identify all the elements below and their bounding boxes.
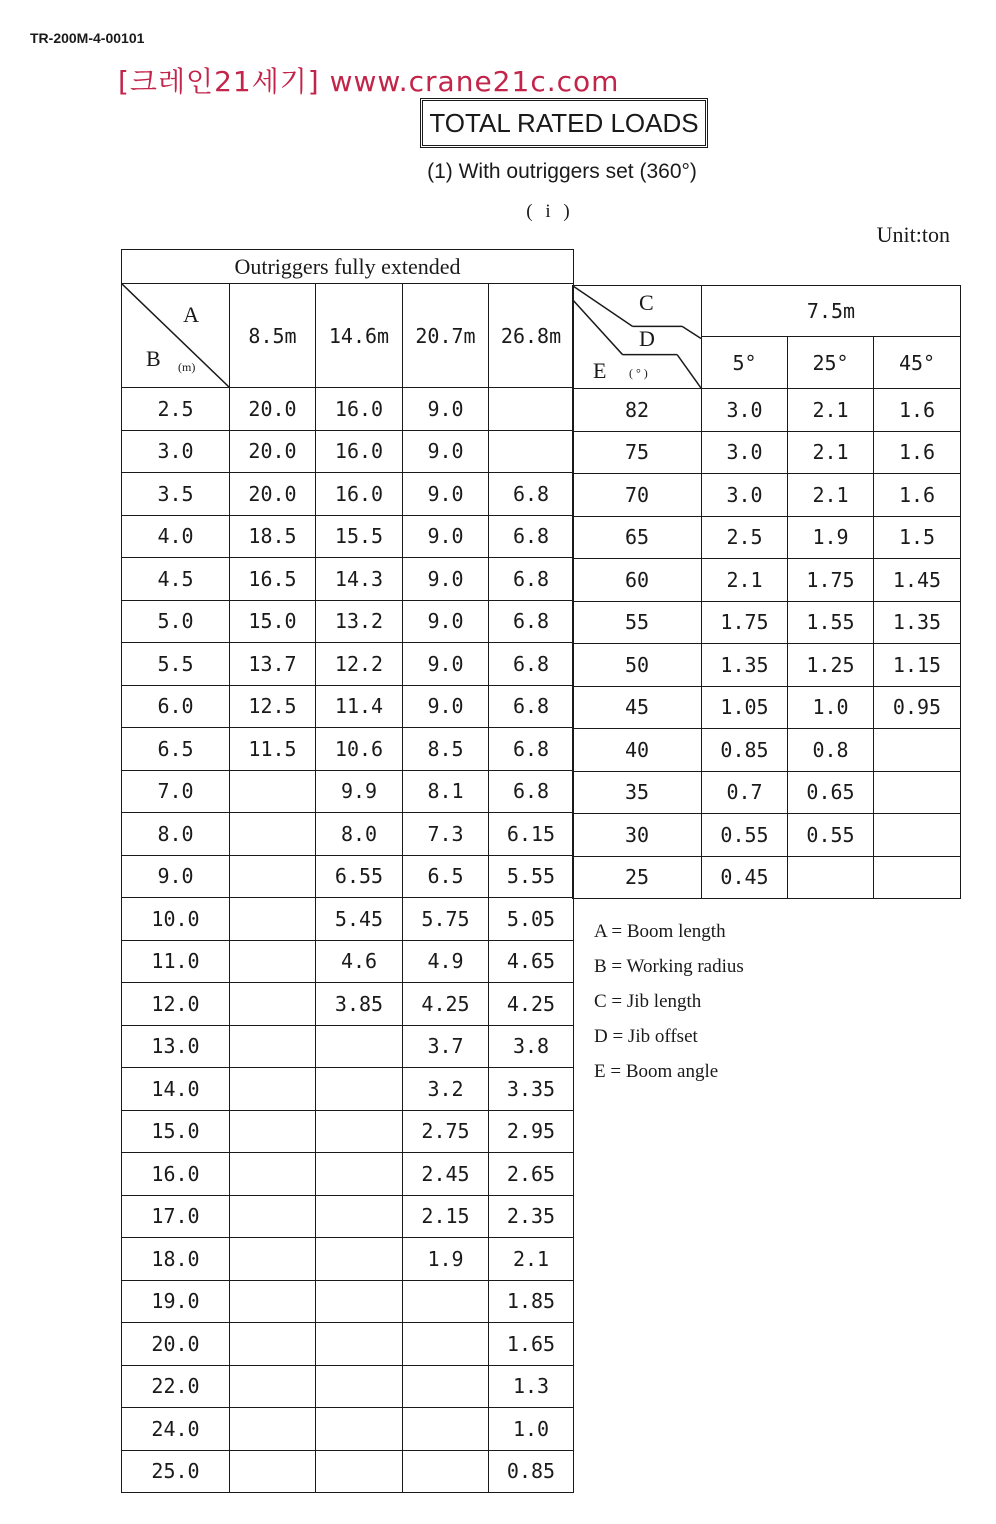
boom-header-row	[122, 284, 574, 388]
load-cell-key: 16.0	[122, 1153, 230, 1196]
load-cell	[230, 1238, 316, 1281]
load-cell: 16.0	[316, 473, 403, 516]
load-cell-key: 22.0	[122, 1365, 230, 1408]
label-c: C	[639, 290, 654, 315]
load-cell: 7.3	[403, 813, 489, 856]
load-cell-key: 4.0	[122, 515, 230, 558]
load-cell: 9.0	[403, 515, 489, 558]
load-cell	[316, 1365, 403, 1408]
table-row	[573, 601, 961, 644]
load-cell: 10.6	[316, 728, 403, 771]
load-cell	[316, 1280, 403, 1323]
jib-load-cell: 1.35	[702, 644, 788, 687]
load-cell	[403, 1365, 489, 1408]
load-cell: 15.5	[316, 515, 403, 558]
jib-load-cell: 1.5	[874, 516, 961, 559]
load-cell: 3.8	[489, 1025, 574, 1068]
load-cell: 14.3	[316, 558, 403, 601]
jib-header-row	[573, 286, 961, 337]
load-cell	[230, 983, 316, 1026]
table-row	[573, 516, 961, 559]
load-cell-key: 9.0	[122, 855, 230, 898]
load-cell	[230, 1408, 316, 1451]
load-cell: 11.4	[316, 685, 403, 728]
boom-length-header: 8.5m	[230, 284, 316, 388]
load-cell-key: 11.0	[122, 940, 230, 983]
table-row	[122, 1280, 574, 1323]
jib-load-cell: 1.25	[788, 644, 874, 687]
table-row	[122, 1323, 574, 1366]
load-cell: 2.1	[489, 1238, 574, 1281]
subtitle: (1) With outriggers set (360°)	[427, 160, 697, 183]
jib-load-cell	[874, 729, 961, 772]
load-cell	[230, 855, 316, 898]
boom-load-table	[121, 249, 574, 1493]
load-cell: 20.0	[230, 388, 316, 431]
table-row	[122, 643, 574, 686]
load-cell	[316, 1238, 403, 1281]
load-cell	[316, 1153, 403, 1196]
load-cell: 4.6	[316, 940, 403, 983]
jib-load-cell: 1.35	[874, 601, 961, 644]
jib-load-cell-key: 75	[573, 431, 702, 474]
load-cell: 2.75	[403, 1110, 489, 1153]
jib-load-cell: 0.8	[788, 729, 874, 772]
table-row	[122, 1110, 574, 1153]
label-a: A	[183, 302, 199, 327]
table-row	[122, 1408, 574, 1451]
jib-load-cell-key: 70	[573, 474, 702, 517]
table-row	[122, 1025, 574, 1068]
load-cell	[403, 1280, 489, 1323]
legend-item: B = Working radius	[594, 956, 744, 977]
legend	[594, 914, 744, 1089]
label-b: B	[146, 346, 161, 371]
load-cell: 4.65	[489, 940, 574, 983]
load-cell	[230, 1025, 316, 1068]
load-cell: 1.65	[489, 1323, 574, 1366]
load-cell-key: 19.0	[122, 1280, 230, 1323]
load-cell	[230, 940, 316, 983]
jib-load-cell: 1.45	[874, 559, 961, 602]
load-cell	[316, 1195, 403, 1238]
legend-item: A = Boom length	[594, 921, 726, 942]
jib-load-cell: 1.6	[874, 431, 961, 474]
jib-load-cell-key: 25	[573, 856, 702, 899]
table-row	[573, 559, 961, 602]
jib-load-cell: 1.15	[874, 644, 961, 687]
load-cell	[230, 770, 316, 813]
load-cell: 15.0	[230, 600, 316, 643]
load-cell-key: 4.5	[122, 558, 230, 601]
jib-load-cell-key: 50	[573, 644, 702, 687]
table-row	[122, 728, 574, 771]
table-row	[573, 771, 961, 814]
jib-load-cell: 0.55	[788, 814, 874, 857]
load-cell-key: 5.0	[122, 600, 230, 643]
jib-load-cell-key: 45	[573, 686, 702, 729]
table-row	[573, 814, 961, 857]
table-row	[573, 389, 961, 432]
jib-offset-header: 25°	[788, 337, 874, 389]
load-cell	[316, 1323, 403, 1366]
load-cell-key: 12.0	[122, 983, 230, 1026]
table-row	[122, 1450, 574, 1493]
jib-load-cell-key: 30	[573, 814, 702, 857]
load-cell-key: 14.0	[122, 1068, 230, 1111]
load-cell-key: 25.0	[122, 1450, 230, 1493]
load-cell: 20.0	[230, 473, 316, 516]
load-cell: 8.1	[403, 770, 489, 813]
jib-load-cell: 1.6	[874, 389, 961, 432]
load-cell: 0.85	[489, 1450, 574, 1493]
load-cell: 1.85	[489, 1280, 574, 1323]
load-cell: 6.8	[489, 728, 574, 771]
jib-load-cell: 0.55	[702, 814, 788, 857]
jib-load-cell-key: 40	[573, 729, 702, 772]
legend-item: E = Boom angle	[594, 1061, 719, 1082]
jib-load-cell: 0.65	[788, 771, 874, 814]
label-b-unit: (m)	[178, 360, 196, 374]
jib-load-cell: 1.6	[874, 474, 961, 517]
load-cell: 5.75	[403, 898, 489, 941]
table-row	[573, 729, 961, 772]
load-cell: 16.5	[230, 558, 316, 601]
jib-load-cell	[874, 771, 961, 814]
load-cell	[316, 1450, 403, 1493]
load-cell-key: 18.0	[122, 1238, 230, 1281]
load-cell: 4.25	[403, 983, 489, 1026]
load-cell: 9.0	[403, 558, 489, 601]
load-cell: 5.05	[489, 898, 574, 941]
load-cell: 5.45	[316, 898, 403, 941]
table-row	[122, 898, 574, 941]
label-d: D	[639, 326, 655, 351]
boom-length-header: 20.7m	[403, 284, 489, 388]
load-cell-key: 24.0	[122, 1408, 230, 1451]
table-row	[122, 685, 574, 728]
diagonal-divider	[122, 284, 229, 387]
load-cell: 2.95	[489, 1110, 574, 1153]
jib-load-cell: 3.0	[702, 389, 788, 432]
jib-load-cell-key: 55	[573, 601, 702, 644]
load-cell: 8.0	[316, 813, 403, 856]
load-cell-key: 6.5	[122, 728, 230, 771]
load-cell: 4.9	[403, 940, 489, 983]
table-row	[122, 1365, 574, 1408]
table-row	[122, 558, 574, 601]
load-cell: 9.0	[403, 685, 489, 728]
load-cell	[230, 1110, 316, 1153]
load-cell: 3.35	[489, 1068, 574, 1111]
jib-load-cell: 0.7	[702, 771, 788, 814]
load-cell: 9.9	[316, 770, 403, 813]
load-cell: 20.0	[230, 430, 316, 473]
load-cell: 6.15	[489, 813, 574, 856]
load-cell	[316, 1408, 403, 1451]
load-cell	[489, 430, 574, 473]
table-row	[122, 1195, 574, 1238]
jib-load-cell: 2.1	[788, 474, 874, 517]
boom-length-header: 14.6m	[316, 284, 403, 388]
load-cell: 16.0	[316, 388, 403, 431]
table-row	[573, 431, 961, 474]
table-row	[122, 940, 574, 983]
load-cell: 2.65	[489, 1153, 574, 1196]
jib-load-cell: 3.0	[702, 431, 788, 474]
load-cell-key: 13.0	[122, 1025, 230, 1068]
jib-load-cell: 1.55	[788, 601, 874, 644]
legend-item: C = Jib length	[594, 991, 702, 1012]
load-cell	[230, 1068, 316, 1111]
load-cell	[230, 1450, 316, 1493]
load-cell-key: 7.0	[122, 770, 230, 813]
jib-load-cell-key: 35	[573, 771, 702, 814]
load-cell	[230, 1280, 316, 1323]
load-cell: 6.8	[489, 558, 574, 601]
label-e: E	[593, 358, 607, 383]
load-cell-key: 20.0	[122, 1323, 230, 1366]
load-cell: 13.2	[316, 600, 403, 643]
jib-load-cell: 1.05	[702, 686, 788, 729]
jib-load-cell: 3.0	[702, 474, 788, 517]
load-cell: 6.8	[489, 515, 574, 558]
load-cell-key: 8.0	[122, 813, 230, 856]
load-cell: 2.45	[403, 1153, 489, 1196]
jib-load-table	[572, 285, 961, 899]
jib-load-cell: 2.5	[702, 516, 788, 559]
jib-load-cell: 1.75	[702, 601, 788, 644]
load-cell-key: 10.0	[122, 898, 230, 941]
load-cell-key: 17.0	[122, 1195, 230, 1238]
jib-load-cell: 1.75	[788, 559, 874, 602]
load-cell: 2.15	[403, 1195, 489, 1238]
jib-load-cell: 0.45	[702, 856, 788, 899]
table-row	[122, 770, 574, 813]
load-cell-key: 5.5	[122, 643, 230, 686]
load-cell-key: 2.5	[122, 388, 230, 431]
table-title-row	[122, 250, 574, 284]
load-cell	[316, 1025, 403, 1068]
load-cell: 3.85	[316, 983, 403, 1026]
load-cell-key: 15.0	[122, 1110, 230, 1153]
load-cell	[316, 1068, 403, 1111]
page-title: TOTAL RATED LOADS	[420, 98, 708, 148]
document-id: TR-200M-4-00101	[30, 30, 145, 46]
jib-load-cell	[788, 856, 874, 899]
table-row	[573, 474, 961, 517]
load-cell: 6.8	[489, 685, 574, 728]
load-cell: 9.0	[403, 600, 489, 643]
jib-load-cell: 1.9	[788, 516, 874, 559]
load-cell: 6.5	[403, 855, 489, 898]
jib-length-header: 7.5m	[702, 286, 961, 337]
table-title: Outriggers fully extended	[122, 250, 574, 284]
jib-load-cell	[874, 814, 961, 857]
jib-load-cell: 2.1	[788, 431, 874, 474]
table-row	[122, 983, 574, 1026]
table-row	[122, 430, 574, 473]
table-row	[122, 855, 574, 898]
legend-item: D = Jib offset	[594, 1026, 698, 1047]
load-cell: 6.55	[316, 855, 403, 898]
load-cell: 11.5	[230, 728, 316, 771]
jib-load-cell-key: 60	[573, 559, 702, 602]
ab-corner-cell	[122, 284, 230, 388]
load-cell: 1.3	[489, 1365, 574, 1408]
unit-label: Unit:ton	[876, 222, 950, 247]
load-cell: 6.8	[489, 473, 574, 516]
table-row	[573, 856, 961, 899]
load-cell	[230, 1153, 316, 1196]
jib-load-cell	[874, 856, 961, 899]
load-cell	[230, 1365, 316, 1408]
load-cell: 6.8	[489, 770, 574, 813]
load-cell: 9.0	[403, 388, 489, 431]
load-cell: 3.2	[403, 1068, 489, 1111]
load-cell: 9.0	[403, 473, 489, 516]
load-cell: 2.35	[489, 1195, 574, 1238]
table-row	[122, 813, 574, 856]
load-cell: 6.8	[489, 600, 574, 643]
cde-corner-cell	[573, 286, 702, 389]
jib-offset-header: 45°	[874, 337, 961, 389]
load-cell	[230, 898, 316, 941]
table-row	[122, 473, 574, 516]
table-row	[122, 515, 574, 558]
load-cell	[489, 388, 574, 431]
load-cell	[403, 1408, 489, 1451]
load-cell: 13.7	[230, 643, 316, 686]
label-e-unit: ( ° )	[629, 366, 648, 380]
load-cell	[230, 1323, 316, 1366]
load-cell: 1.0	[489, 1408, 574, 1451]
load-cell: 8.5	[403, 728, 489, 771]
jib-offset-header: 5°	[702, 337, 788, 389]
load-cell	[316, 1110, 403, 1153]
load-cell	[230, 1195, 316, 1238]
section-label: ( i )	[526, 201, 574, 222]
load-cell: 18.5	[230, 515, 316, 558]
load-cell: 1.9	[403, 1238, 489, 1281]
load-cell: 12.2	[316, 643, 403, 686]
load-cell: 5.55	[489, 855, 574, 898]
watermark-text: [크레인21세기] www.crane21c.com	[118, 65, 620, 98]
jib-load-cell: 2.1	[702, 559, 788, 602]
jib-load-cell-key: 82	[573, 389, 702, 432]
table-row	[122, 1153, 574, 1196]
table-row	[122, 600, 574, 643]
jib-load-cell: 1.0	[788, 686, 874, 729]
load-cell-key: 3.0	[122, 430, 230, 473]
table-row	[573, 644, 961, 687]
boom-length-header: 26.8m	[489, 284, 574, 388]
table-row	[573, 686, 961, 729]
jib-load-cell: 2.1	[788, 389, 874, 432]
load-cell: 3.7	[403, 1025, 489, 1068]
load-cell: 16.0	[316, 430, 403, 473]
jib-load-cell-key: 65	[573, 516, 702, 559]
load-cell: 9.0	[403, 430, 489, 473]
table-row	[122, 1238, 574, 1281]
load-cell: 4.25	[489, 983, 574, 1026]
load-cell	[403, 1323, 489, 1366]
load-cell	[403, 1450, 489, 1493]
load-cell: 9.0	[403, 643, 489, 686]
load-cell-key: 6.0	[122, 685, 230, 728]
table-row	[122, 1068, 574, 1111]
table-row	[122, 388, 574, 431]
load-cell	[230, 813, 316, 856]
jib-load-cell: 0.95	[874, 686, 961, 729]
jib-load-cell: 0.85	[702, 729, 788, 772]
load-cell: 12.5	[230, 685, 316, 728]
load-cell: 6.8	[489, 643, 574, 686]
load-cell-key: 3.5	[122, 473, 230, 516]
